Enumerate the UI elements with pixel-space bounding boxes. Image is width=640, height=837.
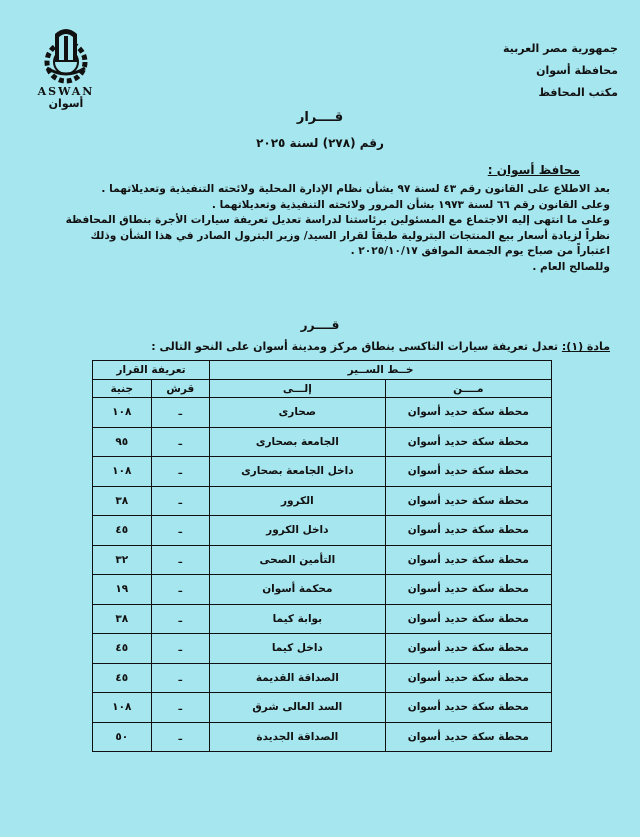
cell-qirsh: ـ [151,545,210,575]
cell-to: داخل كيما [210,634,386,664]
cell-from: محطة سكة حديد أسوان [385,486,551,516]
aswan-emblem-icon [31,22,101,84]
table-row [93,663,552,693]
table-row [93,693,552,723]
cell-to: محكمة أسوان [210,575,386,605]
cell-pound: ٩٥ [93,427,152,457]
cell-to: الجامعة بصحارى [210,427,386,457]
cell-pound: ١٠٨ [93,398,152,428]
cell-pound: ١٩ [93,575,152,605]
preamble-line: وعلى ما انتهى إليه الاجتماع مع المسئولين برئاستنا لدراسة تعديل تعريفة سيارات الأجرة بنطاق المحافظة [65,214,610,226]
qirsh-header: قرش [151,380,210,398]
issuer-header [458,38,618,104]
route-header: خــط الســير [210,361,552,380]
preamble-line: وعلى القانون رقم ٦٦ لسنة ١٩٧٣ بشأن المرور ولائحته التنفيذية وتعديلاتهما . [211,198,610,211]
cell-qirsh: ـ [151,663,210,693]
cell-to: التأمين الصحى [210,545,386,575]
from-header: مــــن [385,380,551,398]
aswan-logo [20,22,112,117]
cell-to: الصداقة الجديدة [210,722,386,752]
preamble-line: اعتباراً من صباح يوم الجمعة الموافق ٢٠٢٥/١٠/١٧ . [350,245,610,257]
header-line-country: جمهورية مصر العربية [503,42,618,55]
cell-to: الكرور [210,486,386,516]
decides-heading: قــــرر [300,318,340,332]
cell-qirsh: ـ [151,722,210,752]
cell-pound: ٥٠ [93,722,152,752]
cell-qirsh: ـ [151,427,210,457]
cell-to: السد العالى شرق [210,693,386,723]
table-row [93,457,552,487]
cell-from: محطة سكة حديد أسوان [385,427,551,457]
cell-to: داخل الجامعة بصحارى [210,457,386,487]
cell-to: بوابة كيما [210,604,386,634]
decree-number: رقم (٢٧٨) لسنة ٢٠٢٥ [256,136,384,150]
cell-qirsh: ـ [151,398,210,428]
cell-qirsh: ـ [151,516,210,546]
table-row [93,634,552,664]
pound-header: جنية [93,380,152,398]
cell-from: محطة سكة حديد أسوان [385,693,551,723]
header-line-office: مكتب المحافظ [538,86,618,99]
cell-to: الصداقة القديمة [210,663,386,693]
cell-from: محطة سكة حديد أسوان [385,575,551,605]
table-row [93,516,552,546]
cell-to: صحارى [210,398,386,428]
fare-table [92,360,552,752]
cell-qirsh: ـ [151,457,210,487]
cell-qirsh: ـ [151,575,210,605]
fare-rows [93,398,552,752]
article-1 [20,340,610,353]
cell-qirsh: ـ [151,693,210,723]
preamble [30,182,610,275]
cell-from: محطة سكة حديد أسوان [385,545,551,575]
logo-text-en: ASWAN [37,85,95,98]
fare-header: تعريفة القرار [93,361,210,380]
cell-pound: ١٠٨ [93,457,152,487]
table-row [93,604,552,634]
article-text: تعدل تعريفة سيارات التاكسى بنطاق مركز ومدينة أسوان على النحو التالى : [151,340,559,353]
cell-pound: ٤٥ [93,516,152,546]
header-line-governorate: محافظة أسوان [536,64,618,77]
cell-pound: ٤٥ [93,634,152,664]
cell-to: داخل الكرور [210,516,386,546]
cell-from: محطة سكة حديد أسوان [385,634,551,664]
table-row [93,722,552,752]
logo-text-ar: أسوان [48,97,84,110]
table-row [93,398,552,428]
cell-pound: ١٠٨ [93,693,152,723]
cell-from: محطة سكة حديد أسوان [385,457,551,487]
preamble-line: وللصالح العام . [532,260,610,273]
cell-pound: ٤٥ [93,663,152,693]
table-row [93,575,552,605]
cell-qirsh: ـ [151,486,210,516]
preamble-line: نظراً لزيادة أسعار بيع المنتجات البترولية طبقاً لقرار السيد/ وزير البترول الصادر في هذا الشأن وذلك [90,229,610,242]
cell-pound: ٣٢ [93,545,152,575]
cell-from: محطة سكة حديد أسوان [385,516,551,546]
cell-pound: ٣٨ [93,486,152,516]
table-row [93,545,552,575]
table-row [93,427,552,457]
table-row [93,486,552,516]
decree-title: قــــرار [296,110,344,125]
cell-from: محطة سكة حديد أسوان [385,604,551,634]
cell-qirsh: ـ [151,604,210,634]
cell-from: محطة سكة حديد أسوان [385,722,551,752]
cell-qirsh: ـ [151,634,210,664]
cell-pound: ٣٨ [93,604,152,634]
cell-from: محطة سكة حديد أسوان [385,663,551,693]
to-header: إلـــى [210,380,386,398]
governor-label: محافظ أسوان : [487,163,580,177]
preamble-line: بعد الاطلاع على القانون رقم ٤٣ لسنة ٩٧ بشأن نظام الإدارة المحلية ولائحته التنفيذية وتعديلاتهما . [101,183,610,195]
article-label: مادة (١): [561,340,610,353]
cell-from: محطة سكة حديد أسوان [385,398,551,428]
